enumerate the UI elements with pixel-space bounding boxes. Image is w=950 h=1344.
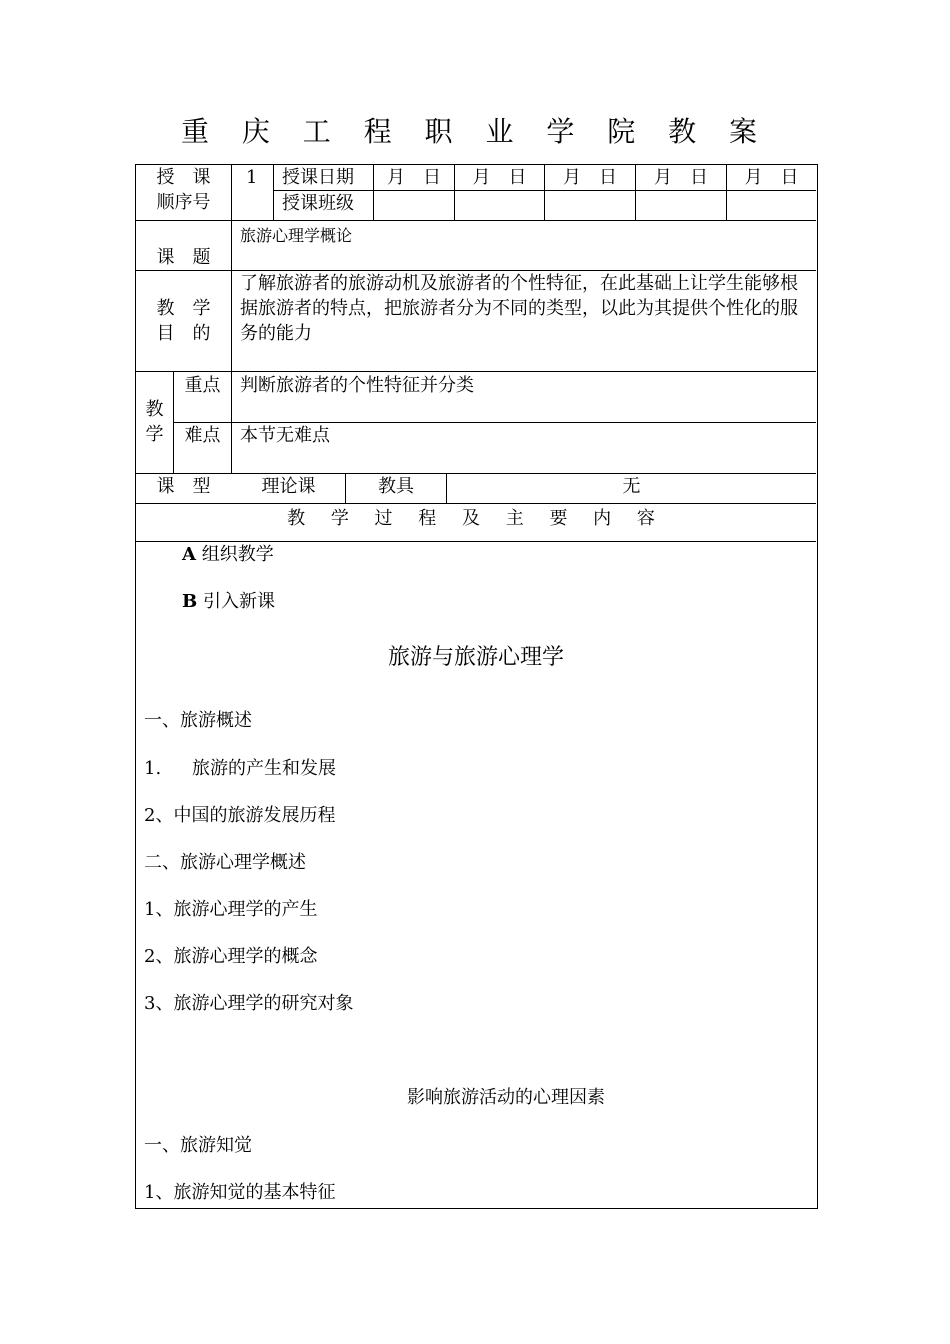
teaching-tools-value: 无: [622, 476, 641, 497]
section-1-title: 旅游与旅游心理学: [387, 645, 564, 670]
teaching-label-line2: 学: [145, 424, 164, 445]
objective-label-line1: 教 学: [156, 298, 211, 319]
section-2-line-2: 1、旅游知觉的基本特征: [144, 1182, 336, 1203]
topic-label: 课 题: [156, 247, 211, 268]
section-1-line-6: 2、旅游心理学的概念: [144, 946, 318, 967]
objective-label-line2: 目 的: [156, 323, 211, 344]
key-point-label: 重点: [184, 375, 221, 396]
date-cell-3: 月 日: [563, 167, 617, 188]
row-divider: [135, 371, 816, 372]
row-divider: [173, 422, 816, 423]
section-2-title: 影响旅游活动的心理因素: [407, 1087, 605, 1108]
step-b: [182, 590, 275, 614]
order-label-line1: 授 课: [156, 167, 211, 188]
row-divider: [135, 220, 816, 221]
topic-value: 旅游心理学概论: [240, 226, 353, 245]
step-a-text: 组织教学: [195, 544, 274, 565]
key-point-value: 判断旅游者的个性特征并分类: [240, 375, 474, 396]
date-cell-5: 月 日: [744, 167, 799, 188]
date-cell-4: 月 日: [654, 167, 708, 188]
process-heading: 教 学 过 程 及 主 要 内 容: [287, 508, 665, 529]
row-divider: [135, 503, 816, 504]
section-1-line-5: 1、旅游心理学的产生: [144, 899, 318, 920]
col-divider: [273, 164, 274, 220]
difficulty-label: 难点: [184, 425, 221, 446]
order-label-line2: 顺序号: [156, 192, 211, 213]
teaching-tools-label: 教具: [378, 476, 414, 497]
step-a: [182, 543, 274, 567]
row-divider: [135, 473, 816, 474]
course-type-label: 课 型: [156, 476, 211, 497]
section-1-line-7: 3、旅游心理学的研究对象: [144, 993, 354, 1014]
step-a-letter: A: [182, 544, 196, 565]
objective-value: 了解旅游者的旅游动机及旅游者的个性特征，在此基础上让学生能够根据旅游者的特点，把旅游者分为不同的类型，以此为其提供个性化的服务的能力: [240, 273, 798, 344]
row-divider: [135, 541, 816, 542]
order-value: 1: [246, 167, 258, 188]
date-cell-1: 月 日: [387, 167, 441, 188]
section-1-line-1: 一、旅游概述: [144, 710, 252, 731]
section-2-line-1: 一、旅游知觉: [144, 1135, 252, 1156]
class-label: 授课班级: [282, 193, 354, 214]
date-label: 授课日期: [282, 167, 354, 188]
step-b-letter: B: [182, 591, 198, 612]
page-title: 重 庆 工 程 职 业 学 院 教 案: [180, 115, 770, 148]
step-b-text: 引入新课: [197, 591, 275, 612]
course-type-value: 理论课: [261, 476, 316, 497]
section-1-line-3: 2、中国的旅游发展历程: [144, 805, 336, 826]
date-cell-2: 月 日: [472, 167, 527, 188]
teaching-label-line1: 教: [145, 399, 164, 420]
section-1-line-2-number: 1.: [144, 758, 162, 779]
difficulty-value: 本节无难点: [240, 425, 330, 446]
section-1-line-4: 二、旅游心理学概述: [144, 852, 306, 873]
section-1-line-2-text: 旅游的产生和发展: [192, 758, 336, 779]
col-divider: [231, 164, 232, 473]
